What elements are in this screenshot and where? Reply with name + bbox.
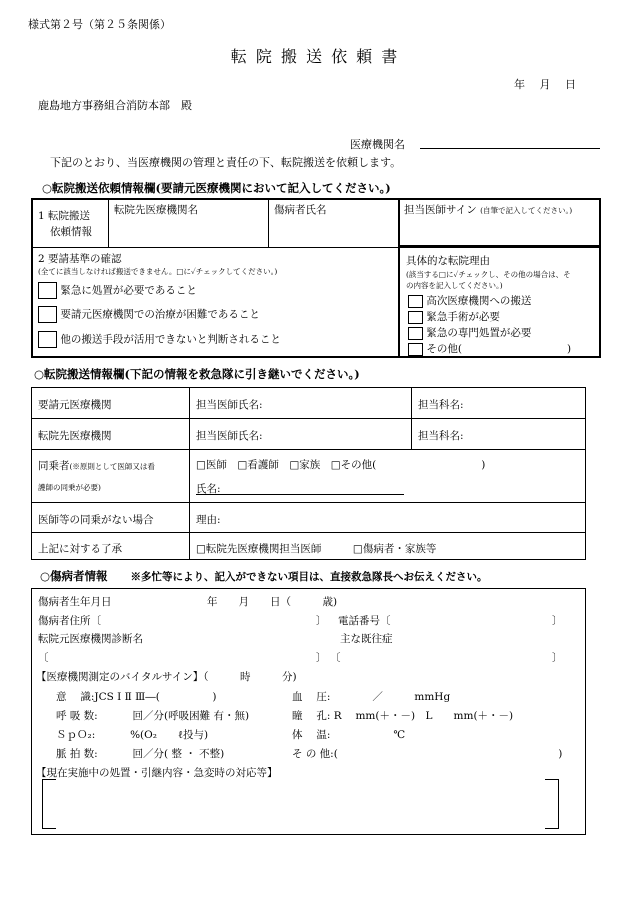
sign-box-bottom	[400, 245, 600, 247]
divider	[31, 418, 586, 419]
other-field[interactable]: そ の 他:( )	[292, 748, 563, 760]
companion-note: 護師の同乗が必要)	[38, 483, 101, 492]
treatment-bracket-left	[42, 779, 56, 829]
dest-institution-label: 転院先医療機関	[38, 430, 112, 442]
section3-heading: ○傷病者情報 ※多忙等により、記入ができない項目は、直接救急隊長へお伝えください。	[40, 569, 488, 583]
no-companion-label: 医師等の同乗がない場合	[38, 514, 154, 526]
blood-pressure-field[interactable]: 血 圧: ／ mmHg	[292, 691, 451, 703]
companion-name-label: 氏名:	[196, 483, 221, 495]
checkbox[interactable]	[408, 295, 423, 308]
consent-options[interactable]: □転院先医療機関担当医師 □傷病者・家族等	[196, 543, 437, 555]
divider	[31, 502, 586, 503]
companion-options[interactable]: □医師 □看護師 □家族 □その他( )	[196, 459, 486, 471]
form-number: 様式第２号（第２５条関係）	[28, 18, 171, 31]
history-label: 主な既往症	[340, 633, 393, 645]
section2-heading: ○転院搬送情報欄(下記の情報を救急隊に引き継いでください。)	[34, 367, 360, 381]
reason-item[interactable]: 緊急手術が必要	[408, 309, 500, 324]
divider	[189, 387, 190, 560]
checkbox[interactable]	[408, 327, 423, 340]
criteria-title: 2 要請基準の確認	[38, 253, 122, 265]
criteria-item[interactable]: 緊急に処置が必要であること	[38, 282, 197, 299]
bracket-open: 〔	[38, 652, 49, 664]
bracket-close: 〕	[552, 615, 563, 627]
vitals-heading: 【医療機関測定のバイタルサイン】（ 時 分)	[36, 671, 297, 683]
section2-table	[31, 387, 586, 560]
bracket-open: 〔	[330, 652, 341, 664]
date-label: 年 月 日	[514, 78, 576, 91]
bracket-close: 〕	[552, 652, 563, 664]
reason-item[interactable]: 高次医療機関への搬送	[408, 293, 531, 308]
row1-label-line1: 1 転院搬送	[38, 210, 91, 222]
phone-label: 電話番号〔	[338, 615, 391, 627]
respiration-field[interactable]: 呼 吸 数: 回／分(呼吸困難 有・無)	[56, 710, 250, 722]
checkbox[interactable]	[38, 331, 57, 348]
divider	[31, 449, 586, 450]
doctor-name-label: 担当医師氏名:	[196, 430, 263, 442]
pulse-field[interactable]: 脈 拍 数: 回／分( 整 ・ 不整)	[56, 748, 225, 760]
criteria-note: (全てに該当しなければ搬送できません。□に✓チェックしてください。)	[38, 267, 278, 276]
institution-name-line[interactable]	[420, 148, 600, 149]
dob-label: 傷病者生年月日	[38, 596, 112, 608]
companion-name-line[interactable]	[196, 494, 404, 495]
institution-label: 医療機関名	[350, 138, 405, 151]
section1-heading: ○転院搬送依頼情報欄(要請元医療機関において記入してください。)	[42, 181, 391, 195]
dept-label: 担当科名:	[418, 399, 464, 411]
checkbox[interactable]	[408, 343, 423, 356]
dob-fields[interactable]: 年 月 日（ 歳)	[207, 596, 338, 608]
divider	[398, 198, 400, 358]
treatment-bracket-right	[545, 779, 559, 829]
checkbox[interactable]	[38, 282, 57, 299]
consciousness-field[interactable]: 意 識:JCS Ⅰ Ⅱ Ⅲ―( )	[56, 691, 217, 703]
doctor-sign-label: 担当医師サイン (自筆で記入してください。)	[404, 204, 573, 216]
pupils-field[interactable]: 瞳 孔: R mm(＋・－) L mm(＋・－)	[292, 710, 514, 722]
addressee: 鹿島地方事務組合消防本部 殿	[38, 99, 192, 112]
checkbox[interactable]	[38, 306, 57, 323]
bracket-close: 〕	[316, 615, 327, 627]
reason-item[interactable]: その他( )	[408, 341, 571, 356]
bracket-close: 〕	[316, 652, 327, 664]
intro-text: 下記のとおり、当医療機関の管理と責任の下、転院搬送を依頼します。	[50, 156, 402, 169]
dest-institution-label: 転院先医療機関名	[114, 204, 198, 216]
companion-label: 同乗者(※原則として医師又は看	[38, 460, 155, 472]
reason-title: 具体的な転院理由	[406, 255, 490, 267]
row1-label-line2: 依頼情報	[50, 226, 92, 238]
divider	[31, 532, 586, 533]
treatment-heading: 【現在実施中の処置・引継内容・急変時の対応等】	[36, 767, 278, 779]
reason-note-line2: の内容を記入してください。)	[406, 281, 503, 290]
requesting-institution-label: 要請元医療機関	[38, 399, 112, 411]
diagnosis-label: 転院元医療機関診断名	[38, 633, 143, 645]
reason-label: 理由:	[196, 514, 221, 526]
temperature-field[interactable]: 体 温: ℃	[292, 729, 406, 741]
consent-label: 上記に対する了承	[38, 543, 122, 555]
criteria-item[interactable]: 要請元医療機関での治療が困難であること	[38, 306, 260, 323]
spo2-field[interactable]: ＳｐＯ₂: %(O₂ ℓ投与)	[56, 729, 209, 741]
dept-label: 担当科名:	[418, 430, 464, 442]
treatment-input-area[interactable]	[60, 781, 540, 827]
page-title: 転 院 搬 送 依 頼 書	[230, 47, 400, 66]
patient-name-label: 傷病者氏名	[274, 204, 327, 216]
section1-row-divider	[31, 247, 601, 248]
doctor-name-label: 担当医師氏名:	[196, 399, 263, 411]
divider	[108, 198, 109, 247]
checkbox[interactable]	[408, 311, 423, 324]
criteria-item[interactable]: 他の搬送手段が活用できないと判断されること	[38, 331, 281, 348]
divider	[268, 198, 269, 247]
divider	[411, 387, 412, 449]
reason-note-line1: (該当する□に✓チェックし、その他の場合は、そ	[406, 270, 571, 279]
address-label: 傷病者住所〔	[38, 615, 101, 627]
reason-item[interactable]: 緊急の専門処置が必要	[408, 325, 531, 340]
